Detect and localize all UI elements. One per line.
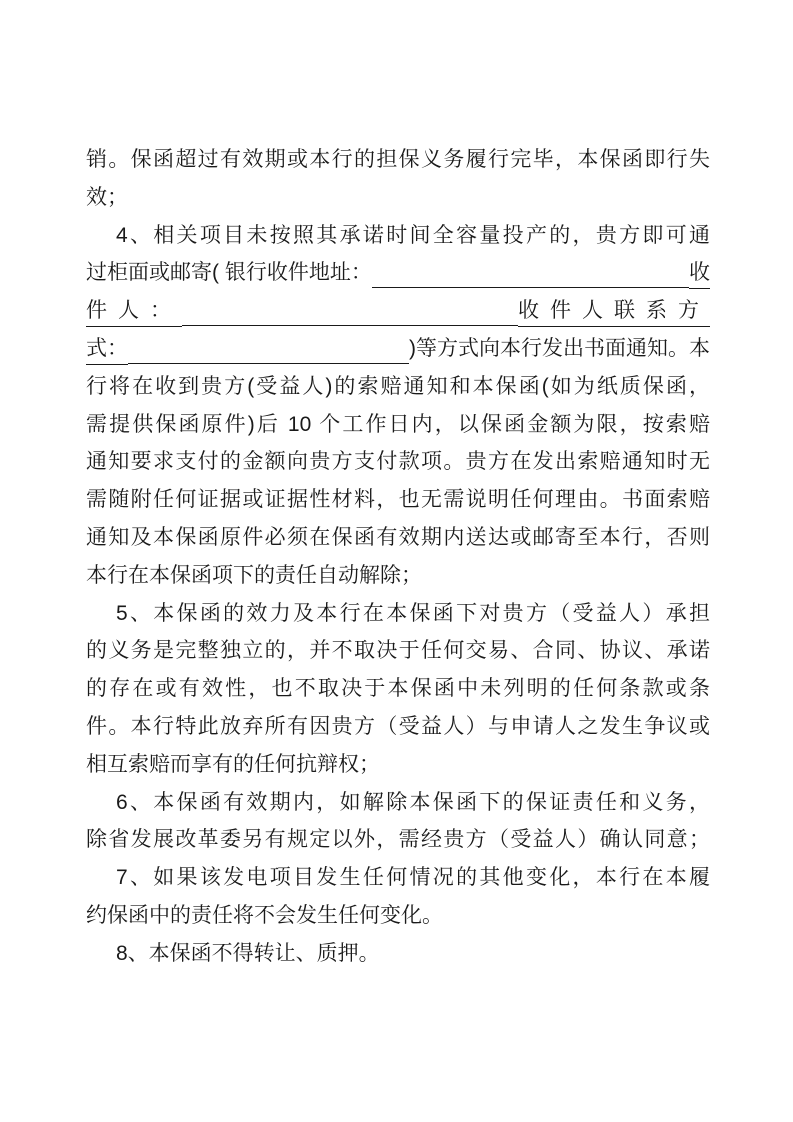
text-line: 通知要求支付的金额向贵方支付款项。贵方在发出索赔通知时无: [86, 450, 710, 474]
contact-blank: [128, 330, 409, 364]
text-line: 4、相关项目未按照其承诺时间全容量投产的，贵方即可通: [116, 223, 710, 247]
text-line: 需提供保函原件)后 10 个工作日内，以保函金额为限，按索赔: [86, 412, 710, 436]
contact-label-part: 式：: [86, 330, 128, 365]
text-line: 效；: [86, 185, 128, 209]
recipient-label-part: 件人：: [86, 292, 182, 327]
text-line: 需随附任何证据或证据性材料，也无需说明任何理由。书面索赔: [86, 488, 710, 512]
text-line: 除省发展改革委另有规定以外，需经贵方（受益人）确认同意；: [86, 828, 710, 852]
bank-address-blank: [372, 254, 689, 288]
text-line: 行将在收到贵方(受益人)的索赔通知和本保函(如为纸质保函，: [86, 374, 710, 398]
text-line: 5、本保函的效力及本行在本保函下对贵方（受益人）承担: [116, 601, 710, 625]
text-line: 的存在或有效性，也不取决于本保函中未列明的任何条款或条: [86, 677, 710, 701]
text-line: 8、本保函不得转让、质押。: [116, 941, 380, 965]
recipient-blank: [182, 292, 518, 326]
text-line: 7、如果该发电项目发生任何情况的其他变化，本行在本履: [116, 866, 710, 890]
text-line: 销。保函超过有效期或本行的担保义务履行完毕，本保函即行失: [86, 148, 710, 171]
document-body: [86, 141, 710, 973]
text-line: 的义务是完整独立的，并不取决于任何交易、合同、协议、承诺: [86, 639, 710, 663]
contact-label-part: 收件人联系方: [518, 292, 710, 327]
line-text: )等方式向本行发出书面通知。本: [409, 336, 710, 360]
text-line: 约保函中的责任将不会发生任何变化。: [86, 903, 443, 927]
text-line: [86, 254, 710, 292]
text-line: 通知及本保函原件必须在保函有效期内送达或邮寄至本行，否则: [86, 525, 710, 549]
text-line: 相互索赔而享有的任何抗辩权；: [86, 752, 380, 776]
text-line: [86, 292, 710, 330]
bank-address-label: 过柜面或邮寄( 银行收件地址：: [86, 261, 372, 285]
text-line: 本行在本保函项下的责任自动解除；: [86, 563, 422, 587]
text-line: 6、本保函有效期内，如解除本保函下的保证责任和义务，: [116, 790, 710, 814]
recipient-label-part: 收: [689, 254, 710, 289]
text-line: 件。本行特此放弃所有因贵方（受益人）与申请人之发生争议或: [86, 714, 710, 738]
text-line: [86, 330, 710, 368]
